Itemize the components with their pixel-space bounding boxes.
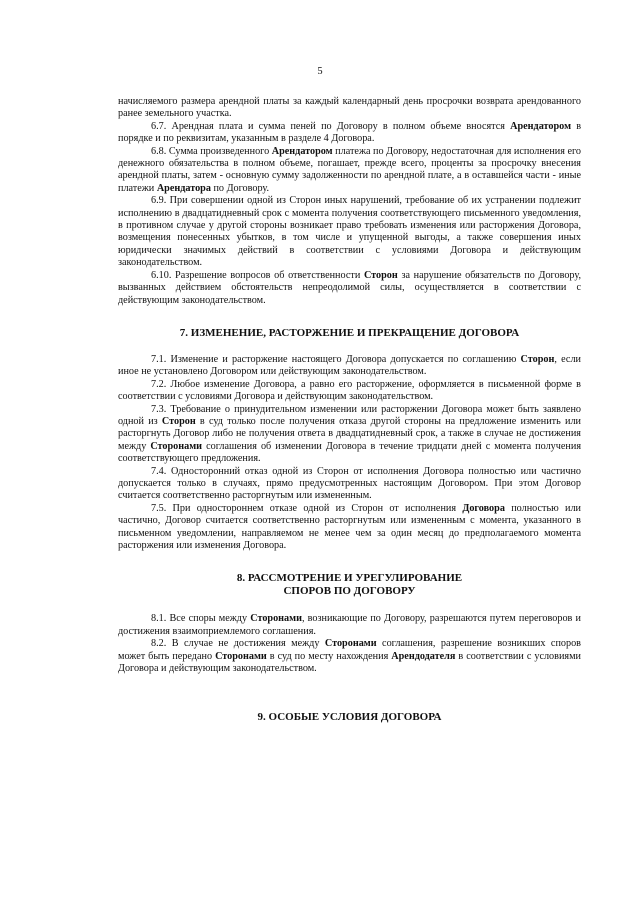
document-body <box>118 96 581 724</box>
bold-term: Арендатором <box>510 120 572 132</box>
bold-term: Договора <box>462 502 505 514</box>
text-run: 7.1. Изменение и расторжение настоящего Договора допускается по соглашению <box>151 353 521 365</box>
text-run: 6.8. Сумма произведенного <box>151 145 272 157</box>
text-run: 7.3. Требование о принудительном изменении или расторжении Договора может быть заявлено одной из <box>118 403 581 427</box>
text-run: в суд только после получения отказа другой стороны на предложение изменить или расторгнуть Договор либо не получения ответа в двадцатидневный срок, а также в случае не достижения между <box>118 415 581 452</box>
paragraph-6-10 <box>118 270 581 307</box>
bold-term: Сторон <box>520 353 555 365</box>
paragraph-8-1 <box>118 613 581 638</box>
text-run: платежа по Договору, недостаточная для исполнения его денежного обязательства в полном объеме, погашает, прежде всего, проценты за просрочку внесения арендной платы, затем - основную сумму задолженности по арендной плате, а в оставшейся части - иные платежи <box>118 145 581 194</box>
paragraph-7-1 <box>118 354 581 379</box>
paragraph-6-8 <box>118 146 581 196</box>
text-run: , возникающие по Договору, разрешаются путем переговоров и достижения взаимоприемлемого соглашения. <box>118 613 581 637</box>
text-run: полностью или частично, Договор считается соответственно расторгнутым или измененным с момента, указанного в письменном уведомлении, направляемом не менее чем за один месяц до предполагаемого момента расторжения или изменения Договора. <box>118 502 581 551</box>
text-run: за нарушение обязательств по Договору, вызванных действием обстоятельств непреодолимой силы, осуществляется в соответствии с действующим законодательством. <box>118 269 581 306</box>
paragraph-8-2 <box>118 638 581 675</box>
paragraph-6-6-continuation: начисляемого размера арендной платы за каждый календарный день просрочки возврата арендованного ранее земельного участка. <box>118 96 581 120</box>
text-run: по Договору. <box>210 182 270 194</box>
bold-term: Арендодателя <box>391 650 456 662</box>
paragraph-7-2: 7.2. Любое изменение Договора, а равно его расторжение, оформляется в письменной форме в соответствии с условиями Договора и действующим законодательством. <box>118 378 581 403</box>
text-run: в суд по месту нахождения <box>266 650 392 662</box>
text-run: 8.2. В случае не достижения между <box>151 638 325 650</box>
text-run: 6.10. Разрешение вопросов об ответственности <box>151 269 364 281</box>
bold-term: Сторон <box>161 415 196 427</box>
text-run: 7.5. При одностороннем отказе одной из Сторон от исполнения <box>151 502 463 514</box>
text-run: 6.7. Арендная плата и сумма пеней по Договору в полном объеме вносятся <box>151 120 511 132</box>
text-run: соглашения, разрешение возникших споров может быть передано <box>118 638 581 662</box>
text-run: иных нарушений, требование об их устранении подлежит исполнению в двадцатидневный срок с момента получения соответствующего письменного уведомления, в противном случае у другой стороны возникает право требовать изменения или расторжения Договора, возмещения понесенных убытков, в том числе и упущенной выгоды, а также совершения иных юридически значимых действий в соответствии с условиями Договора и действующим законодательством. <box>118 195 581 269</box>
text-run: в порядке и по реквизитам, указанным в разделе 4 Договора. <box>118 120 582 145</box>
paragraph-6-7 <box>118 121 581 146</box>
text-run: 6.9. При совершении одной из <box>151 195 290 207</box>
text-run: Сторон <box>289 195 322 207</box>
bold-term: Арендатора <box>156 182 211 194</box>
text-run: 8.1. Все споры между <box>151 613 251 625</box>
section-9-heading: 9. ОСОБЫЕ УСЛОВИЯ ДОГОВОРА <box>257 711 442 724</box>
section-8-heading-line-2: СПОРОВ ПО ДОГОВОРУ <box>283 585 416 598</box>
bold-term: Арендатором <box>271 145 333 157</box>
bold-term: Сторонами <box>324 638 377 650</box>
paragraph-7-5 <box>118 503 581 553</box>
bold-term: Сторонами <box>250 613 302 625</box>
text-run: , если иное не установлено Договором или действующим законодательством. <box>118 353 581 378</box>
paragraph-6-9 <box>118 195 581 269</box>
text-run: в соответствии с условиями Договора и действующим законодательством. <box>118 650 581 675</box>
text-run: соглашения об изменении Договора в течение тридцати дней с момента получения соответствующего предложения. <box>118 440 581 465</box>
page-number: 5 <box>317 66 323 77</box>
bold-term: Сторон <box>363 269 398 281</box>
paragraph-7-3 <box>118 404 581 466</box>
bold-term: Сторонами <box>150 440 203 452</box>
section-7-heading: 7. ИЗМЕНЕНИЕ, РАСТОРЖЕНИЕ И ПРЕКРАЩЕНИЕ ДОГОВОРА <box>179 326 520 339</box>
bold-term: Сторонами <box>215 650 267 662</box>
paragraph-7-4: 7.4. Односторонний отказ одной из Сторон от исполнения Договора полностью или частично допускается только в случаях, прямо предусмотренных настоящим Договором. При этом Договор считается соответственно расторгнутым или измененным. <box>118 465 581 502</box>
section-8-heading-line-1: 8. РАССМОТРЕНИЕ И УРЕГУЛИРОВАНИЕ <box>236 572 463 585</box>
